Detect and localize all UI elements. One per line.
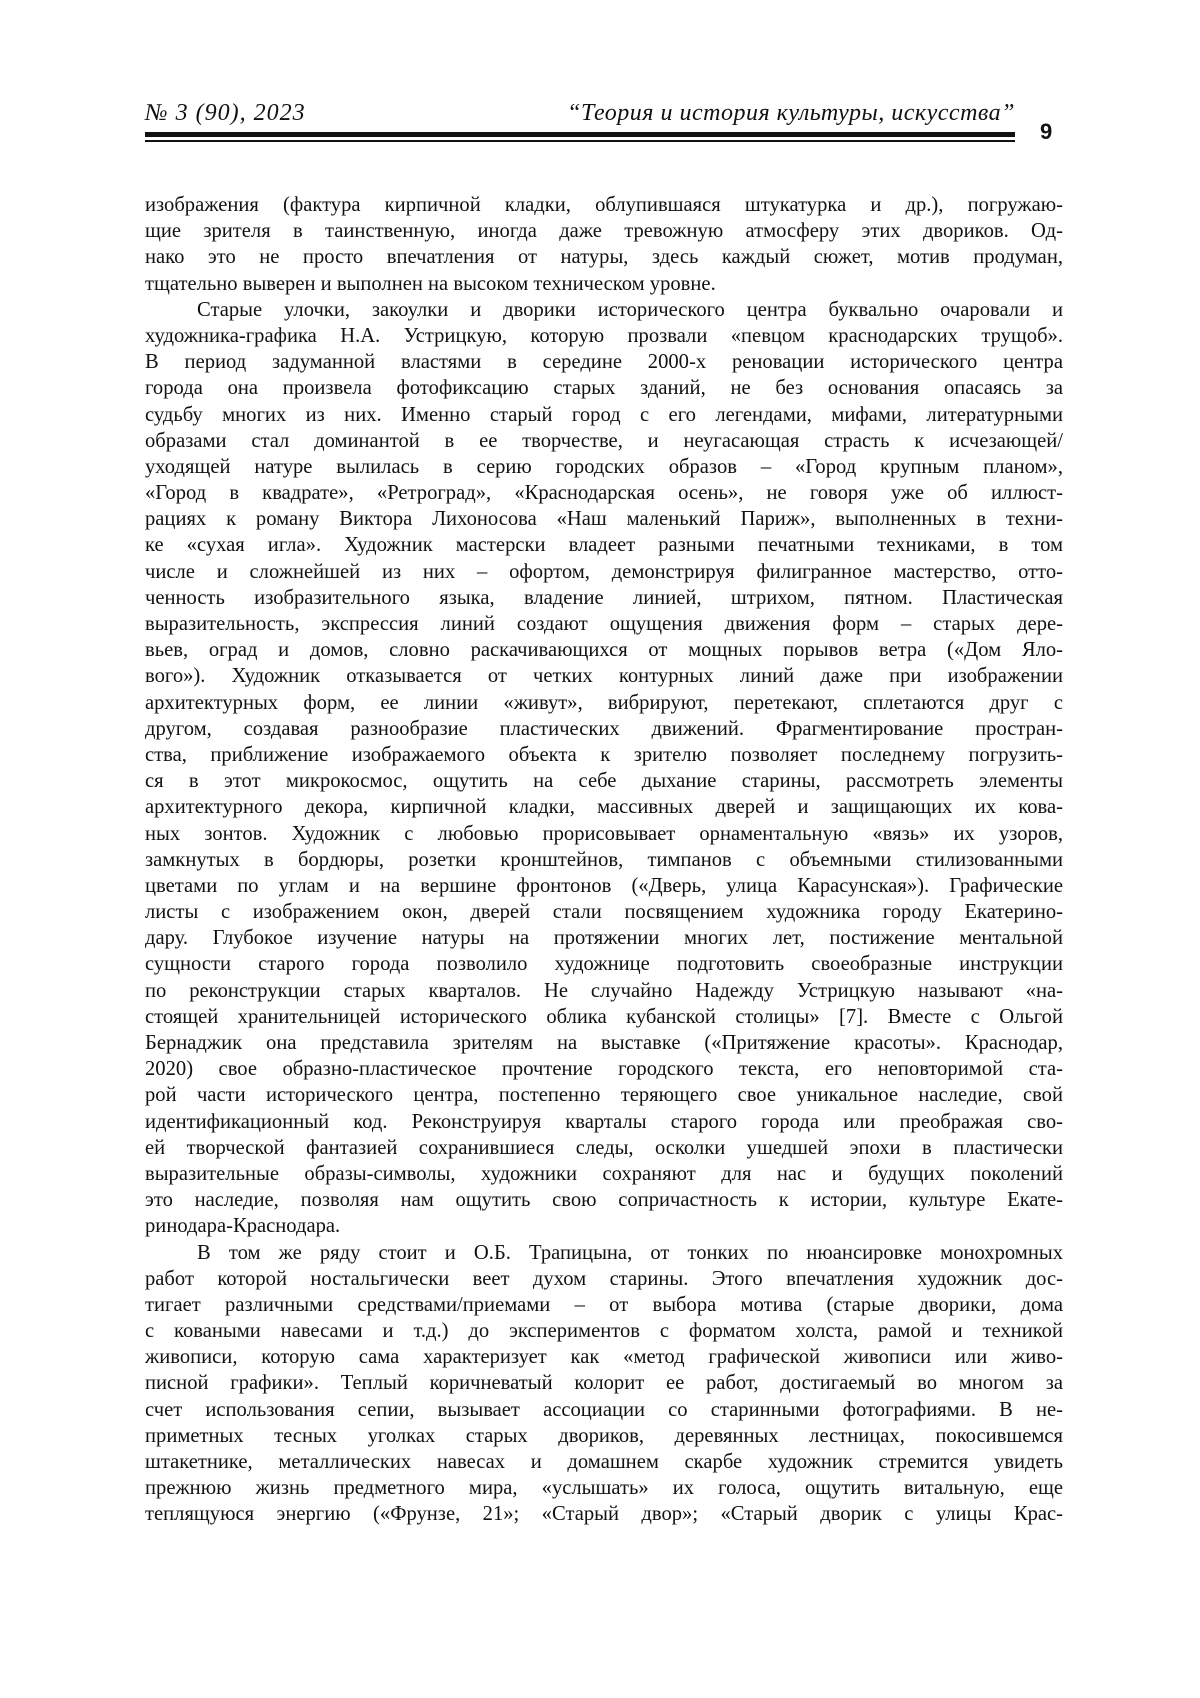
header-rule-thin bbox=[145, 140, 1015, 142]
article-body bbox=[145, 192, 1063, 1528]
text-line: В период задуманной властями в середине 2000-х реновации исторического центра bbox=[145, 349, 1063, 375]
text-line: вого»). Художник отказывается от четких контурных линий даже при изображении bbox=[145, 663, 1063, 689]
text-line: изображения (фактура кирпичной кладки, облупившаяся штукатурка и др.), погружаю- bbox=[145, 192, 1063, 218]
text-line: с коваными навесами и т.д.) до экспериментов с форматом холста, рамой и техникой bbox=[145, 1318, 1063, 1344]
text-line: рой части исторического центра, постепенно теряющего свое уникальное наследие, свой bbox=[145, 1082, 1063, 1108]
text-line: «Город в квадрате», «Ретроград», «Краснодарская осень», не говоря уже об иллюст- bbox=[145, 480, 1063, 506]
text-line: штакетнике, металлических навесах и домашнем скарбе художник стремится увидеть bbox=[145, 1449, 1063, 1475]
text-line: архитектурного декора, кирпичной кладки, массивных дверей и защищающих их кова- bbox=[145, 794, 1063, 820]
text-line: рациях к роману Виктора Лихоносова «Наш маленький Париж», выполненных в техни- bbox=[145, 506, 1063, 532]
text-line: ных зонтов. Художник с любовью прорисовывает орнаментальную «вязь» их узоров, bbox=[145, 821, 1063, 847]
text-line: числе и сложнейшей из них – офортом, демонстрируя филигранное мастерство, отто- bbox=[145, 559, 1063, 585]
text-line: замкнутых в бордюры, розетки кронштейнов, тимпанов с объемными стилизованными bbox=[145, 847, 1063, 873]
text-line: сущности старого города позволило художнице подготовить своеобразные инструкции bbox=[145, 951, 1063, 977]
text-line: по реконструкции старых кварталов. Не случайно Надежду Устрицкую называют «на- bbox=[145, 978, 1063, 1004]
text-line: цветами по углам и на вершине фронтонов («Дверь, улица Карасунская»). Графические bbox=[145, 873, 1063, 899]
text-line: дару. Глубокое изучение натуры на протяжении многих лет, постижение ментальной bbox=[145, 925, 1063, 951]
text-line: Старые улочки, закоулки и дворики исторического центра буквально очаровали и bbox=[145, 297, 1063, 323]
text-line: художника-графика Н.А. Устрицкую, которую прозвали «певцом краснодарских трущоб». bbox=[145, 323, 1063, 349]
text-line: ринодара-Краснодара. bbox=[145, 1213, 1063, 1239]
text-line: вьев, оград и домов, словно раскачивающихся от мощных порывов ветра («Дом Яло- bbox=[145, 637, 1063, 663]
text-line: судьбу многих из них. Именно старый город с его легендами, мифами, литературными bbox=[145, 402, 1063, 428]
text-line: ченность изобразительного языка, владение линией, штрихом, пятном. Пластическая bbox=[145, 585, 1063, 611]
text-line: писной графики». Теплый коричневатый колорит ее работ, достигаемый во многом за bbox=[145, 1370, 1063, 1396]
text-line: ке «сухая игла». Художник мастерски владеет разными печатными техниками, в том bbox=[145, 532, 1063, 558]
text-line: это наследие, позволяя нам ощутить свою сопричастность к истории, культуре Екате- bbox=[145, 1187, 1063, 1213]
text-line: теплящуюся энергию («Фрунзе, 21»; «Старый двор»; «Старый дворик с улицы Крас- bbox=[145, 1501, 1063, 1527]
text-line: ства, приближение изображаемого объекта к зрителю позволяет последнему погрузить- bbox=[145, 742, 1063, 768]
text-line: другом, создавая разнообразие пластических движений. Фрагментирование простран- bbox=[145, 716, 1063, 742]
text-line: живописи, которую сама характеризует как «метод графической живописи или живо- bbox=[145, 1344, 1063, 1370]
text-line: ся в этот микрокосмос, ощутить на себе дыхание старины, рассмотреть элементы bbox=[145, 768, 1063, 794]
text-line: В том же ряду стоит и О.Б. Трапицына, от тонких по нюансировке монохромных bbox=[145, 1240, 1063, 1266]
text-line: идентификационный код. Реконструируя кварталы старого города или преображая сво- bbox=[145, 1109, 1063, 1135]
page-number: 9 bbox=[1040, 118, 1052, 146]
text-line: 2020) свое образно-пластическое прочтение городского текста, его неповторимой ста- bbox=[145, 1056, 1063, 1082]
journal-title: “Теория и история культуры, искусства” bbox=[567, 98, 1015, 128]
text-line: прежнюю жизнь предметного мира, «услышать» их голоса, ощутить витальную, еще bbox=[145, 1475, 1063, 1501]
text-line: выразительность, экспрессия линий создают ощущения движения форм – старых дере- bbox=[145, 611, 1063, 637]
text-line: выразительные образы-символы, художники сохраняют для нас и будущих поколений bbox=[145, 1161, 1063, 1187]
text-line: листы с изображением окон, дверей стали посвящением художника городу Екатерино- bbox=[145, 899, 1063, 925]
text-line: нако это не просто впечатления от натуры, здесь каждый сюжет, мотив продуман, bbox=[145, 244, 1063, 270]
text-line: щие зрителя в таинственную, иногда даже тревожную атмосферу этих двориков. Од- bbox=[145, 218, 1063, 244]
text-line: Бернаджик она представила зрителям на выставке («Притяжение красоты». Краснодар, bbox=[145, 1030, 1063, 1056]
text-line: работ которой ностальгически веет духом старины. Этого впечатления художник дос- bbox=[145, 1266, 1063, 1292]
text-line: счет использования сепии, вызывает ассоциации со старинными фотографиями. В не- bbox=[145, 1397, 1063, 1423]
text-line: города она произвела фотофиксацию старых зданий, не без основания опасаясь за bbox=[145, 375, 1063, 401]
text-line: тщательно выверен и выполнен на высоком техническом уровне. bbox=[145, 271, 1063, 297]
text-line: уходящей натуре вылилась в серию городских образов – «Город крупным планом», bbox=[145, 454, 1063, 480]
text-line: ей творческой фантазией сохранившиеся следы, осколки ушедшей эпохи в пластически bbox=[145, 1135, 1063, 1161]
text-line: стоящей хранительницей исторического облика кубанской столицы» [7]. Вместе с Ольгой bbox=[145, 1004, 1063, 1030]
issue-number: № 3 (90), 2023 bbox=[145, 98, 306, 128]
text-line: приметных тесных уголках старых двориков, деревянных лестницах, покосившемся bbox=[145, 1423, 1063, 1449]
text-line: образами стал доминантой в ее творчестве, и неугасающая страсть к исчезающей/ bbox=[145, 428, 1063, 454]
header-rule-thick bbox=[145, 132, 1015, 137]
text-line: тигает различными средствами/приемами – от выбора мотива (старые дворики, дома bbox=[145, 1292, 1063, 1318]
running-header bbox=[145, 98, 1015, 132]
text-line: архитектурных форм, ее линии «живут», вибрируют, перетекают, сплетаются друг с bbox=[145, 690, 1063, 716]
